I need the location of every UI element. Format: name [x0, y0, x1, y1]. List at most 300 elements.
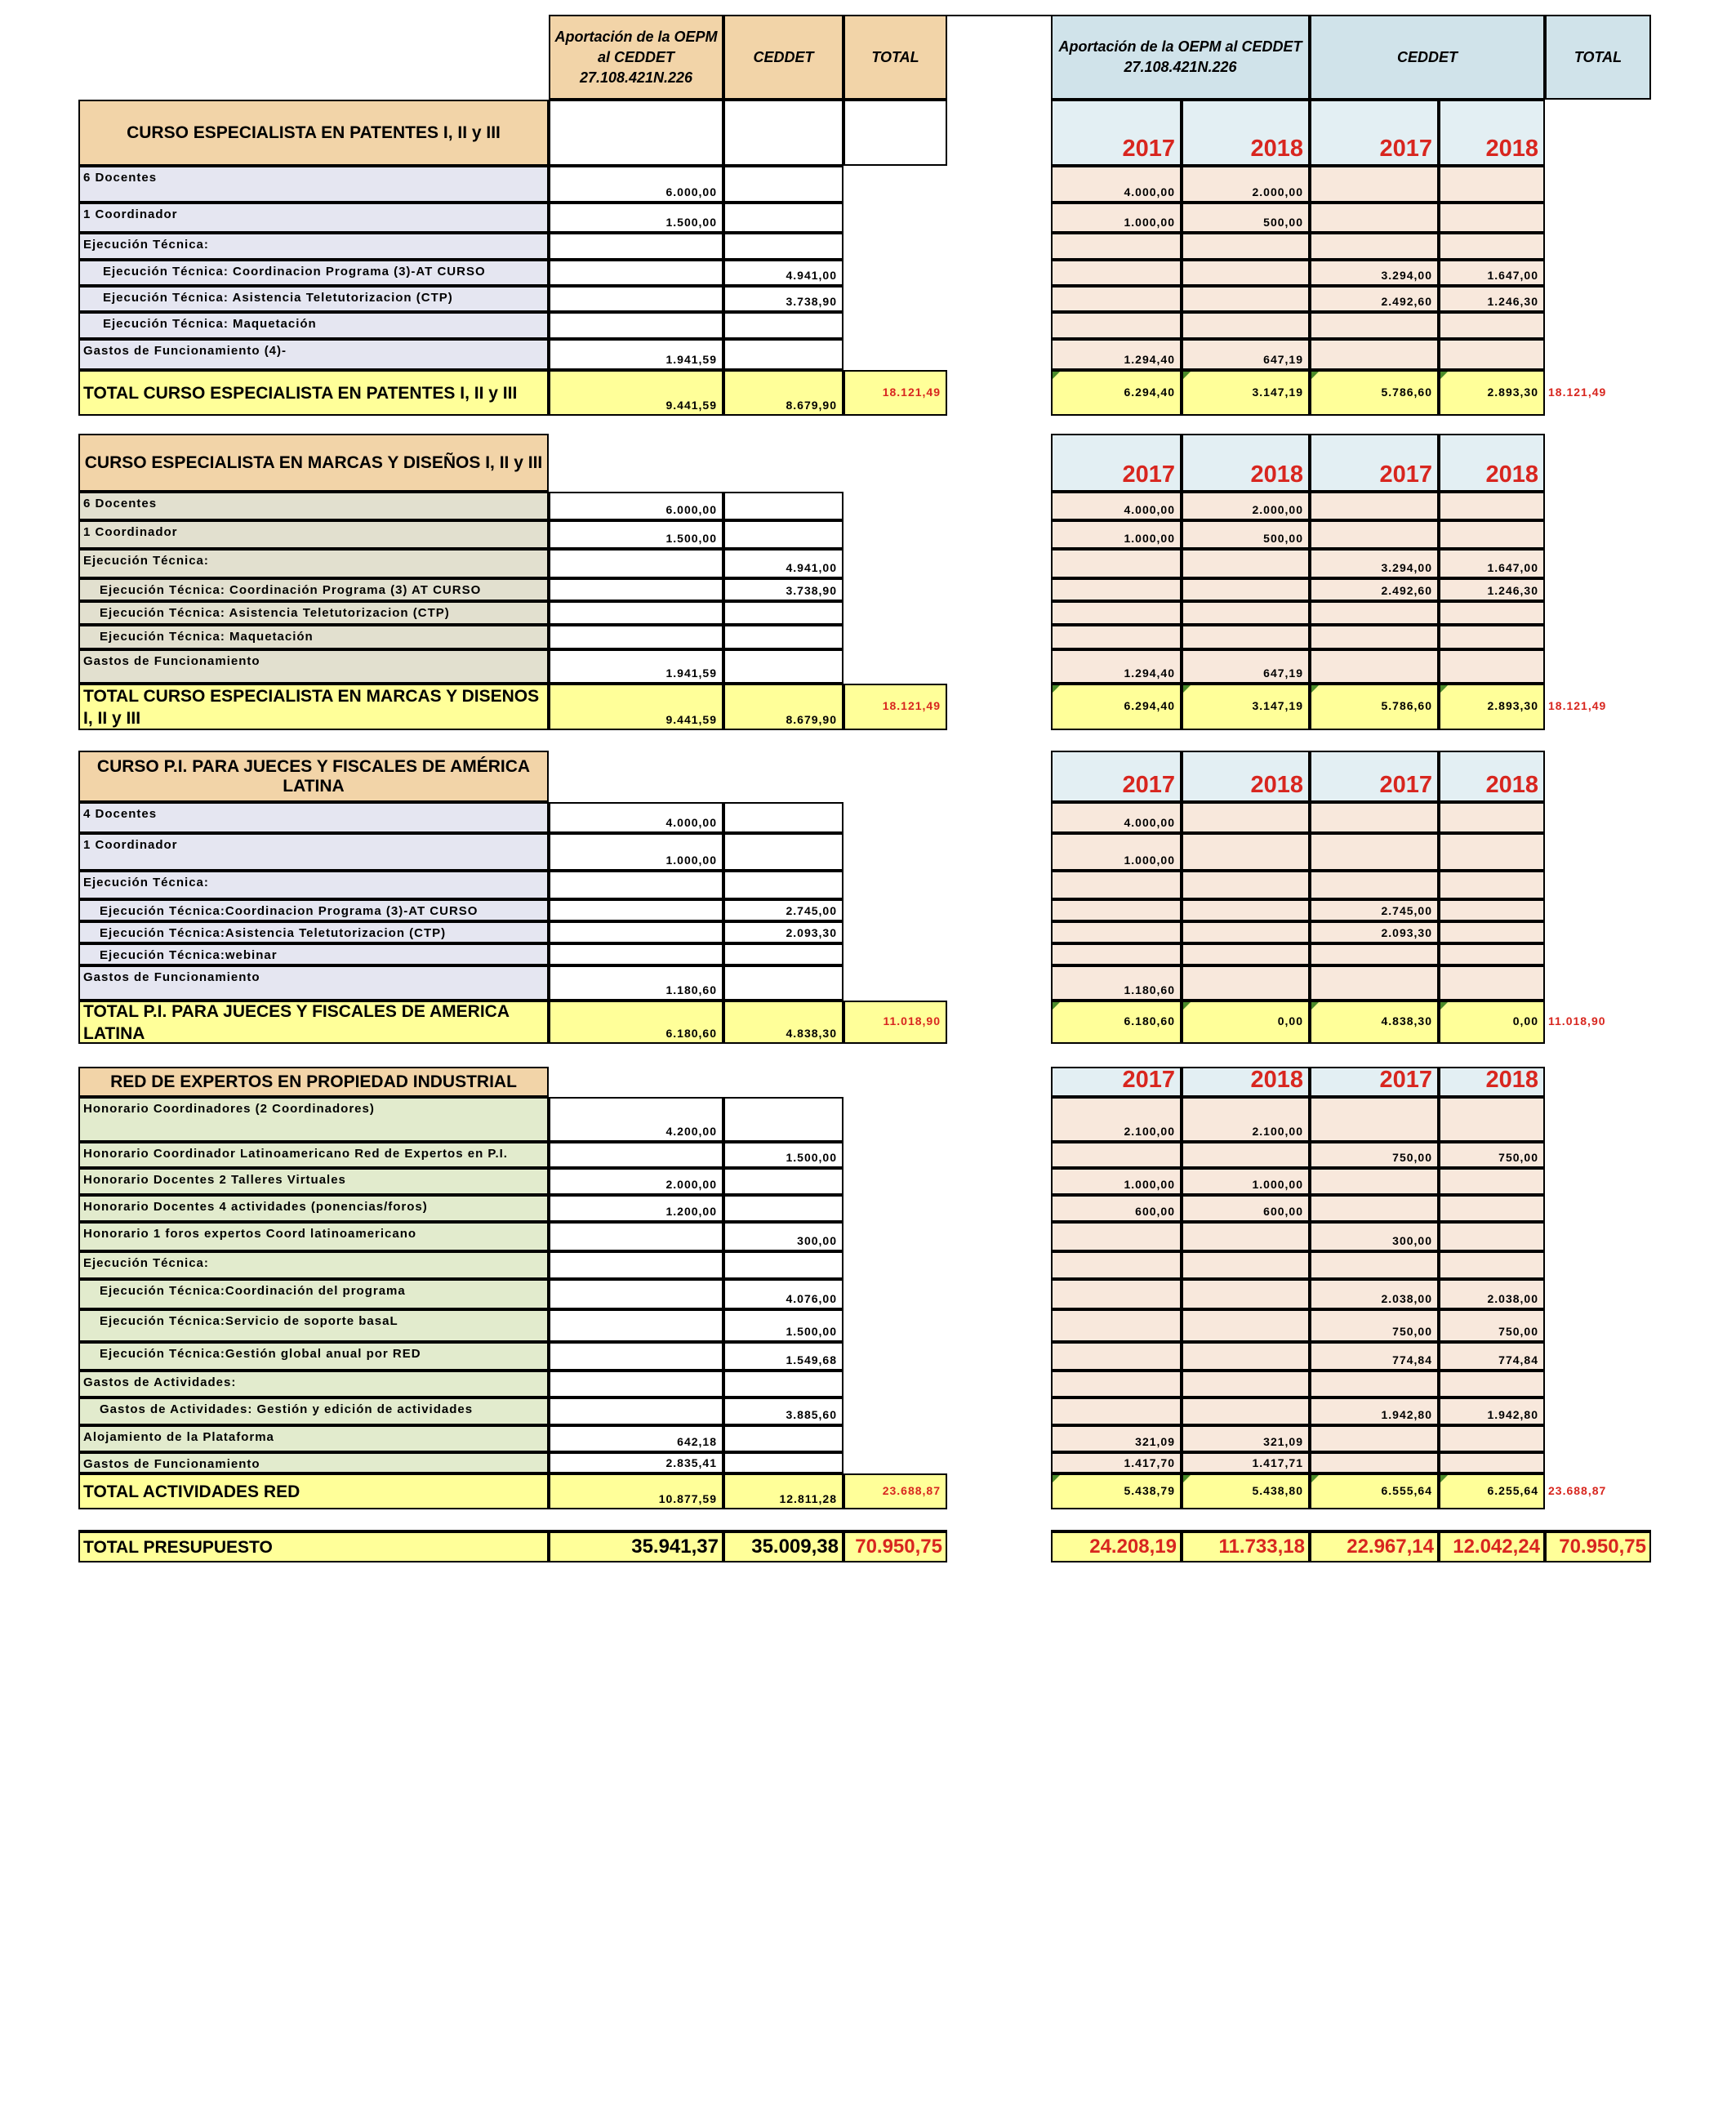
value-r2 — [1182, 549, 1310, 578]
row-label: Ejecución Técnica: Coordinación Programa (3) AT CURSO — [78, 578, 549, 601]
section-title: RED DE EXPERTOS EN PROPIEDAD INDUSTRIAL — [78, 1067, 549, 1097]
value-r4 — [1439, 899, 1545, 921]
total-label: TOTAL CURSO ESPECIALISTA EN MARCAS Y DISENOS I, II y III — [78, 684, 549, 730]
value-oepm — [549, 286, 723, 312]
empty-cell — [549, 100, 723, 166]
value-r2: 2.000,00 — [1182, 492, 1310, 520]
header-left-col2: CEDDET — [723, 15, 844, 100]
corner-marker — [1053, 1475, 1060, 1482]
value-r1 — [1051, 1398, 1182, 1425]
value-oepm: 642,18 — [549, 1425, 723, 1452]
row-label: Ejecución Técnica:Coordinacion Programa (3)-AT CURSO — [78, 899, 549, 921]
section-title: CURSO P.I. PARA JUECES Y FISCALES DE AMÉRICA LATINA — [78, 751, 549, 802]
value-r3 — [1310, 339, 1439, 370]
year-header: 2017 — [1310, 1067, 1439, 1097]
total-r3: 6.555,64 — [1310, 1473, 1439, 1509]
value-r1: 1.294,40 — [1051, 649, 1182, 684]
value-r2 — [1182, 312, 1310, 339]
row-label: Gastos de Actividades: — [78, 1371, 549, 1398]
value-r1 — [1051, 921, 1182, 943]
value-r2 — [1182, 1222, 1310, 1251]
value-r1 — [1051, 899, 1182, 921]
value-ceddet — [723, 339, 844, 370]
value-r1 — [1051, 871, 1182, 899]
value-ceddet — [723, 1097, 844, 1142]
total-sum: 23.688,87 — [844, 1473, 947, 1509]
corner-marker — [1183, 372, 1191, 379]
value-r4 — [1439, 871, 1545, 899]
value-r1 — [1051, 1222, 1182, 1251]
value-ceddet — [723, 802, 844, 833]
total-label: TOTAL CURSO ESPECIALISTA EN PATENTES I, II y III — [78, 370, 549, 416]
header-top-line — [947, 15, 1051, 16]
total-oepm: 6.180,60 — [549, 1001, 723, 1044]
value-r2 — [1182, 1142, 1310, 1168]
year-header: 2017 — [1051, 434, 1182, 492]
total-sum: 18.121,49 — [844, 684, 947, 730]
value-r4 — [1439, 233, 1545, 260]
total-label: TOTAL ACTIVIDADES RED — [78, 1473, 549, 1509]
total-r4: 2.893,30 — [1439, 370, 1545, 416]
row-label: Honorario 1 foros expertos Coord latinoamericano — [78, 1222, 549, 1251]
value-oepm: 1.941,59 — [549, 649, 723, 684]
value-r3: 774,84 — [1310, 1342, 1439, 1371]
total-label: TOTAL P.I. PARA JUECES Y FISCALES DE AMERICA LATINA — [78, 1001, 549, 1044]
value-r2: 2.100,00 — [1182, 1097, 1310, 1142]
value-ceddet — [723, 312, 844, 339]
corner-marker — [1311, 372, 1319, 379]
value-r1: 2.100,00 — [1051, 1097, 1182, 1142]
grand-total-label: TOTAL PRESUPUESTO — [78, 1530, 549, 1562]
value-ceddet — [723, 492, 844, 520]
row-label: Ejecución Técnica:Servicio de soporte basaL — [78, 1309, 549, 1342]
value-oepm — [549, 871, 723, 899]
value-r1 — [1051, 578, 1182, 601]
corner-marker — [1183, 685, 1191, 693]
empty-cell — [723, 100, 844, 166]
corner-marker — [1311, 1002, 1319, 1010]
total-r5: 11.018,90 — [1548, 1014, 1606, 1028]
value-r4 — [1439, 1168, 1545, 1195]
total-r2: 3.147,19 — [1182, 684, 1310, 730]
value-r1: 4.000,00 — [1051, 802, 1182, 833]
header-right-col2: CEDDET — [1310, 15, 1545, 100]
value-oepm: 1.941,59 — [549, 339, 723, 370]
value-oepm — [549, 1142, 723, 1168]
value-r3: 750,00 — [1310, 1309, 1439, 1342]
value-r2: 321,09 — [1182, 1425, 1310, 1452]
value-r4: 1.942,80 — [1439, 1398, 1545, 1425]
row-label: 6 Docentes — [78, 492, 549, 520]
total-r1: 5.438,79 — [1051, 1473, 1182, 1509]
value-r3 — [1310, 492, 1439, 520]
row-label: Ejecución Técnica: — [78, 1251, 549, 1279]
corner-marker — [1311, 685, 1319, 693]
year-header: 2018 — [1182, 100, 1310, 166]
row-label: Gastos de Funcionamiento — [78, 649, 549, 684]
total-r5: 23.688,87 — [1548, 1483, 1607, 1497]
value-r4 — [1439, 921, 1545, 943]
value-ceddet — [723, 233, 844, 260]
grand-total-r2: 11.733,18 — [1182, 1530, 1310, 1562]
value-r3 — [1310, 1168, 1439, 1195]
row-label: Ejecución Técnica: — [78, 233, 549, 260]
year-header: 2018 — [1439, 751, 1545, 802]
value-r3 — [1310, 1371, 1439, 1398]
value-r3 — [1310, 871, 1439, 899]
value-ceddet — [723, 203, 844, 233]
total-r3: 5.786,60 — [1310, 370, 1439, 416]
value-oepm — [549, 233, 723, 260]
total-r4: 0,00 — [1439, 1001, 1545, 1044]
value-r4 — [1439, 1425, 1545, 1452]
value-r4 — [1439, 520, 1545, 549]
value-oepm: 4.200,00 — [549, 1097, 723, 1142]
value-ceddet — [723, 833, 844, 871]
value-r2 — [1182, 802, 1310, 833]
value-r3: 1.942,80 — [1310, 1398, 1439, 1425]
value-oepm — [549, 1222, 723, 1251]
value-ceddet — [723, 1425, 844, 1452]
value-ceddet: 4.941,00 — [723, 260, 844, 286]
value-r2 — [1182, 233, 1310, 260]
value-r1: 1.000,00 — [1051, 203, 1182, 233]
year-header: 2018 — [1182, 751, 1310, 802]
grand-total-r1: 24.208,19 — [1051, 1530, 1182, 1562]
value-oepm — [549, 1251, 723, 1279]
value-ceddet: 300,00 — [723, 1222, 844, 1251]
year-header: 2018 — [1439, 434, 1545, 492]
total-r2: 5.438,80 — [1182, 1473, 1310, 1509]
value-oepm — [549, 943, 723, 965]
value-r3 — [1310, 203, 1439, 233]
value-r2: 600,00 — [1182, 1195, 1310, 1222]
row-label: Honorario Docentes 4 actividades (ponencias/foros) — [78, 1195, 549, 1222]
value-r2 — [1182, 625, 1310, 649]
value-ceddet — [723, 965, 844, 1001]
value-ceddet — [723, 649, 844, 684]
value-oepm — [549, 1309, 723, 1342]
value-oepm — [549, 601, 723, 625]
value-ceddet: 3.738,90 — [723, 286, 844, 312]
total-r1: 6.294,40 — [1051, 684, 1182, 730]
total-r4: 6.255,64 — [1439, 1473, 1545, 1509]
value-ceddet: 3.885,60 — [723, 1398, 844, 1425]
grand-total-r3: 22.967,14 — [1310, 1530, 1439, 1562]
row-label: 1 Coordinador — [78, 833, 549, 871]
value-r1: 1.417,70 — [1051, 1452, 1182, 1473]
value-r4 — [1439, 339, 1545, 370]
value-ceddet — [723, 1195, 844, 1222]
grand-total-oepm: 35.941,37 — [549, 1530, 723, 1562]
value-ceddet: 4.941,00 — [723, 549, 844, 578]
value-r4: 1.647,00 — [1439, 549, 1545, 578]
row-label: Ejecución Técnica:Coordinación del programa — [78, 1279, 549, 1309]
value-ceddet — [723, 1251, 844, 1279]
value-r2: 647,19 — [1182, 649, 1310, 684]
value-oepm: 2.000,00 — [549, 1168, 723, 1195]
row-label: Honorario Coordinador Latinoamericano Red de Expertos en P.I. — [78, 1142, 549, 1168]
value-ceddet: 4.076,00 — [723, 1279, 844, 1309]
value-r4 — [1439, 1195, 1545, 1222]
value-oepm: 6.000,00 — [549, 492, 723, 520]
value-r2: 647,19 — [1182, 339, 1310, 370]
value-r3 — [1310, 1097, 1439, 1142]
total-oepm: 9.441,59 — [549, 684, 723, 730]
value-ceddet — [723, 520, 844, 549]
value-r1: 1.000,00 — [1051, 833, 1182, 871]
year-header: 2018 — [1182, 1067, 1310, 1097]
value-r1: 1.000,00 — [1051, 1168, 1182, 1195]
value-ceddet — [723, 1168, 844, 1195]
total-ceddet: 4.838,30 — [723, 1001, 844, 1044]
value-oepm: 1.000,00 — [549, 833, 723, 871]
empty-cell — [844, 100, 947, 166]
value-ceddet: 1.500,00 — [723, 1309, 844, 1342]
value-r4 — [1439, 1097, 1545, 1142]
row-label: Honorario Docentes 2 Talleres Virtuales — [78, 1168, 549, 1195]
value-r2 — [1182, 286, 1310, 312]
value-oepm — [549, 1342, 723, 1371]
corner-marker — [1183, 1002, 1191, 1010]
value-r2 — [1182, 260, 1310, 286]
row-label: Gastos de Funcionamiento — [78, 1452, 549, 1473]
row-label: Ejecución Técnica: Coordinacion Programa (3)-AT CURSO — [78, 260, 549, 286]
value-r2 — [1182, 833, 1310, 871]
row-label: Ejecución Técnica:Asistencia Teletutorizacion (CTP) — [78, 921, 549, 943]
grand-total-ceddet: 35.009,38 — [723, 1530, 844, 1562]
row-label: 4 Docentes — [78, 802, 549, 833]
total-r5: 18.121,49 — [1548, 385, 1607, 399]
value-r2 — [1182, 1371, 1310, 1398]
value-r4 — [1439, 1251, 1545, 1279]
total-r5: 18.121,49 — [1548, 699, 1607, 712]
year-header: 2017 — [1051, 751, 1182, 802]
value-r3 — [1310, 802, 1439, 833]
value-r3: 300,00 — [1310, 1222, 1439, 1251]
value-r1 — [1051, 260, 1182, 286]
value-r1: 321,09 — [1051, 1425, 1182, 1452]
value-ceddet — [723, 1452, 844, 1473]
value-r3: 2.492,60 — [1310, 286, 1439, 312]
row-label: Ejecución Técnica: Maquetación — [78, 625, 549, 649]
value-r3 — [1310, 312, 1439, 339]
value-r2: 2.000,00 — [1182, 166, 1310, 203]
header-left-col3: TOTAL — [844, 15, 947, 100]
total-r1: 6.294,40 — [1051, 370, 1182, 416]
total-r3: 4.838,30 — [1310, 1001, 1439, 1044]
row-label: Ejecución Técnica: Asistencia Teletutorizacion (CTP) — [78, 286, 549, 312]
year-header: 2017 — [1310, 434, 1439, 492]
header-right-col1: Aportación de la OEPM al CEDDET 27.108.421N.226 — [1051, 15, 1310, 100]
corner-marker — [1440, 685, 1448, 693]
value-ceddet — [723, 871, 844, 899]
value-r3: 2.038,00 — [1310, 1279, 1439, 1309]
value-r4 — [1439, 1222, 1545, 1251]
value-r1 — [1051, 549, 1182, 578]
value-oepm — [549, 578, 723, 601]
value-r1: 1.000,00 — [1051, 520, 1182, 549]
year-header: 2017 — [1310, 751, 1439, 802]
value-ceddet: 3.738,90 — [723, 578, 844, 601]
row-label: Gastos de Funcionamiento — [78, 965, 549, 1001]
value-r3 — [1310, 1425, 1439, 1452]
value-r3 — [1310, 1195, 1439, 1222]
value-r4 — [1439, 1452, 1545, 1473]
value-r2 — [1182, 943, 1310, 965]
value-oepm: 6.000,00 — [549, 166, 723, 203]
corner-marker — [1440, 1475, 1448, 1482]
value-r4 — [1439, 492, 1545, 520]
row-label: Gastos de Funcionamiento (4)- — [78, 339, 549, 370]
row-label: Ejecución Técnica: — [78, 871, 549, 899]
row-label: Alojamiento de la Plataforma — [78, 1425, 549, 1452]
value-ceddet — [723, 601, 844, 625]
total-sum: 18.121,49 — [844, 370, 947, 416]
value-r2 — [1182, 1279, 1310, 1309]
value-r2: 1.417,71 — [1182, 1452, 1310, 1473]
row-label: 6 Docentes — [78, 166, 549, 203]
value-r3: 2.492,60 — [1310, 578, 1439, 601]
value-r4 — [1439, 625, 1545, 649]
row-label: Honorario Coordinadores (2 Coordinadores) — [78, 1097, 549, 1142]
grand-total-r4: 12.042,24 — [1439, 1530, 1545, 1562]
value-r3: 2.745,00 — [1310, 899, 1439, 921]
value-r1 — [1051, 1371, 1182, 1398]
total-r1: 6.180,60 — [1051, 1001, 1182, 1044]
value-r1 — [1051, 312, 1182, 339]
corner-marker — [1053, 372, 1060, 379]
value-r3 — [1310, 833, 1439, 871]
value-ceddet: 1.500,00 — [723, 1142, 844, 1168]
value-r4 — [1439, 203, 1545, 233]
value-r4: 1.647,00 — [1439, 260, 1545, 286]
row-label: 1 Coordinador — [78, 520, 549, 549]
value-r1 — [1051, 233, 1182, 260]
value-ceddet — [723, 625, 844, 649]
value-oepm: 4.000,00 — [549, 802, 723, 833]
year-header: 2018 — [1439, 1067, 1545, 1097]
value-r2 — [1182, 871, 1310, 899]
value-r2 — [1182, 1342, 1310, 1371]
corner-marker — [1183, 1475, 1191, 1482]
value-r2 — [1182, 1398, 1310, 1425]
value-r4: 1.246,30 — [1439, 578, 1545, 601]
corner-marker — [1053, 1002, 1060, 1010]
value-r4 — [1439, 965, 1545, 1001]
value-r1 — [1051, 1251, 1182, 1279]
value-ceddet — [723, 166, 844, 203]
value-r4: 1.246,30 — [1439, 286, 1545, 312]
value-oepm: 1.500,00 — [549, 520, 723, 549]
corner-marker — [1440, 372, 1448, 379]
total-r2: 3.147,19 — [1182, 370, 1310, 416]
year-header: 2017 — [1051, 1067, 1182, 1097]
value-r3 — [1310, 965, 1439, 1001]
value-ceddet — [723, 943, 844, 965]
value-r3: 3.294,00 — [1310, 549, 1439, 578]
value-r1: 1.180,60 — [1051, 965, 1182, 1001]
total-ceddet: 8.679,90 — [723, 370, 844, 416]
value-r3 — [1310, 233, 1439, 260]
value-r3 — [1310, 1251, 1439, 1279]
corner-marker — [1440, 1002, 1448, 1010]
value-r1: 4.000,00 — [1051, 492, 1182, 520]
total-ceddet: 8.679,90 — [723, 684, 844, 730]
value-oepm: 1.200,00 — [549, 1195, 723, 1222]
value-r3: 3.294,00 — [1310, 260, 1439, 286]
value-r4 — [1439, 649, 1545, 684]
total-sum: 11.018,90 — [844, 1001, 947, 1044]
value-oepm — [549, 625, 723, 649]
row-label: Ejecución Técnica: — [78, 549, 549, 578]
value-r2: 500,00 — [1182, 203, 1310, 233]
value-r2 — [1182, 899, 1310, 921]
value-r1: 4.000,00 — [1051, 166, 1182, 203]
value-ceddet — [723, 1371, 844, 1398]
value-r2 — [1182, 578, 1310, 601]
row-label: Ejecución Técnica: Maquetación — [78, 312, 549, 339]
value-r2 — [1182, 1251, 1310, 1279]
value-r1 — [1051, 943, 1182, 965]
value-r3 — [1310, 1452, 1439, 1473]
value-r3 — [1310, 166, 1439, 203]
header-left-col1: Aportación de la OEPM al CEDDET 27.108.421N.226 — [549, 15, 723, 100]
total-ceddet: 12.811,28 — [723, 1473, 844, 1509]
value-oepm — [549, 1279, 723, 1309]
value-r4 — [1439, 312, 1545, 339]
year-header: 2017 — [1310, 100, 1439, 166]
value-r2: 500,00 — [1182, 520, 1310, 549]
value-r1 — [1051, 601, 1182, 625]
value-r2 — [1182, 601, 1310, 625]
row-label: Ejecución Técnica: Asistencia Teletutorizacion (CTP) — [78, 601, 549, 625]
total-oepm: 10.877,59 — [549, 1473, 723, 1509]
total-oepm: 9.441,59 — [549, 370, 723, 416]
value-r3 — [1310, 943, 1439, 965]
row-label: Gastos de Actividades: Gestión y edición de actividades — [78, 1398, 549, 1425]
row-label: 1 Coordinador — [78, 203, 549, 233]
value-r2 — [1182, 921, 1310, 943]
value-r4 — [1439, 601, 1545, 625]
value-r1: 600,00 — [1051, 1195, 1182, 1222]
value-oepm — [549, 921, 723, 943]
value-oepm — [549, 899, 723, 921]
value-r4 — [1439, 1371, 1545, 1398]
header-right-col3: TOTAL — [1545, 15, 1651, 100]
value-r1 — [1051, 1279, 1182, 1309]
section-title: CURSO ESPECIALISTA EN MARCAS Y DISEÑOS I, II y III — [78, 434, 549, 492]
value-r2 — [1182, 965, 1310, 1001]
value-r4 — [1439, 833, 1545, 871]
value-oepm: 1.180,60 — [549, 965, 723, 1001]
year-header: 2018 — [1182, 434, 1310, 492]
total-r4: 2.893,30 — [1439, 684, 1545, 730]
value-r3 — [1310, 601, 1439, 625]
section-title: CURSO ESPECIALISTA EN PATENTES I, II y III — [78, 100, 549, 166]
value-oepm: 2.835,41 — [549, 1452, 723, 1473]
total-r2: 0,00 — [1182, 1001, 1310, 1044]
row-label: Ejecución Técnica:Gestión global anual por RED — [78, 1342, 549, 1371]
value-r1 — [1051, 1342, 1182, 1371]
value-oepm: 1.500,00 — [549, 203, 723, 233]
value-r3 — [1310, 625, 1439, 649]
value-r1 — [1051, 286, 1182, 312]
value-r2: 1.000,00 — [1182, 1168, 1310, 1195]
grand-total-sum: 70.950,75 — [844, 1530, 947, 1562]
value-ceddet: 1.549,68 — [723, 1342, 844, 1371]
value-r4 — [1439, 166, 1545, 203]
